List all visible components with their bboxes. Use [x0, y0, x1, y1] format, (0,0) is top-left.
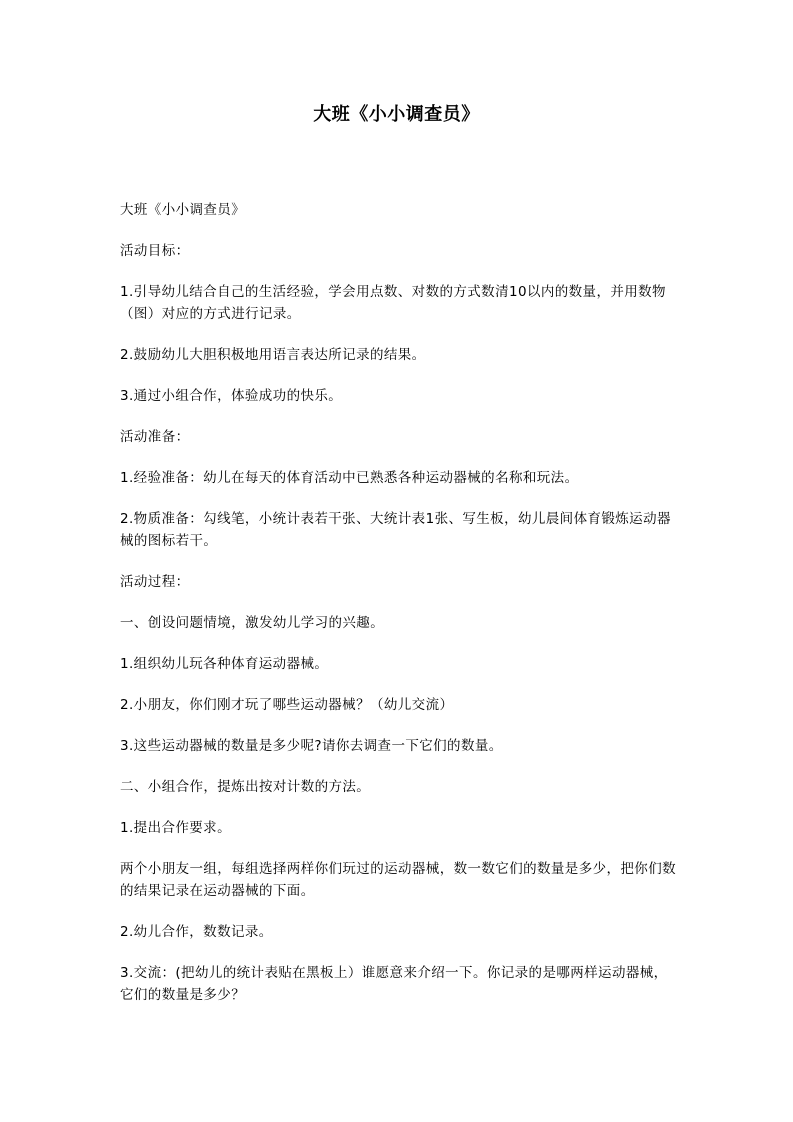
paragraph-goal-3: 3.通过小组合作，体验成功的快乐。 — [120, 388, 343, 404]
paragraph-goals-heading: 活动目标： — [120, 243, 190, 259]
paragraph-step-1-3: 3.这些运动器械的数量是多少呢?请你去调查一下它们的数量。 — [120, 738, 503, 754]
paragraph-process-heading: 活动过程： — [120, 574, 190, 590]
paragraph-section-2: 二、小组合作，提炼出按对计数的方法。 — [120, 779, 371, 795]
paragraph-step-1-2: 2.小朋友，你们刚才玩了哪些运动器械？（幼儿交流） — [120, 697, 454, 713]
paragraph-prep-1: 1.经验准备：幼儿在每天的体育活动中已熟悉各种运动器械的名称和玩法。 — [120, 470, 579, 486]
paragraph-goal-2: 2.鼓励幼儿大胆积极地用语言表达所记录的结果。 — [120, 347, 426, 363]
paragraph-step-2-3: 3.交流：(把幼儿的统计表贴在黑板上）谁愿意来介绍一下。你记录的是哪两样运动器械，它们的数量是多少？ — [120, 965, 668, 1003]
paragraph-prep-2: 2.物质准备：勾线笔，小统计表若干张、大统计表1张、写生板，幼儿晨间体育锻炼运动器械的图标若干。 — [120, 511, 671, 549]
paragraph-step-2-desc: 两个小朋友一组，每组选择两样你们玩过的运动器械，数一数它们的数量是多少，把你们数的结果记录在运动器械的下面。 — [120, 861, 676, 899]
paragraph-prep-heading: 活动准备： — [120, 429, 190, 445]
document-title: 大班《小小调查员》 — [313, 104, 480, 125]
document-body — [120, 199, 676, 1025]
paragraph-step-1-1: 1.组织幼儿玩各种体育运动器械。 — [120, 656, 329, 672]
paragraph-subtitle: 大班《小小调查员》 — [120, 202, 246, 218]
paragraph-step-2-2: 2.幼儿合作，数数记录。 — [120, 924, 273, 940]
paragraph-step-2-1: 1.提出合作要求。 — [120, 820, 231, 836]
paragraph-section-1: 一、创设问题情境，激发幼儿学习的兴趣。 — [120, 615, 385, 631]
paragraph-goal-1: 1.引导幼儿结合自己的生活经验，学会用点数、对数的方式数清10以内的数量，并用数物（图）对应的方式进行记录。 — [120, 284, 666, 322]
